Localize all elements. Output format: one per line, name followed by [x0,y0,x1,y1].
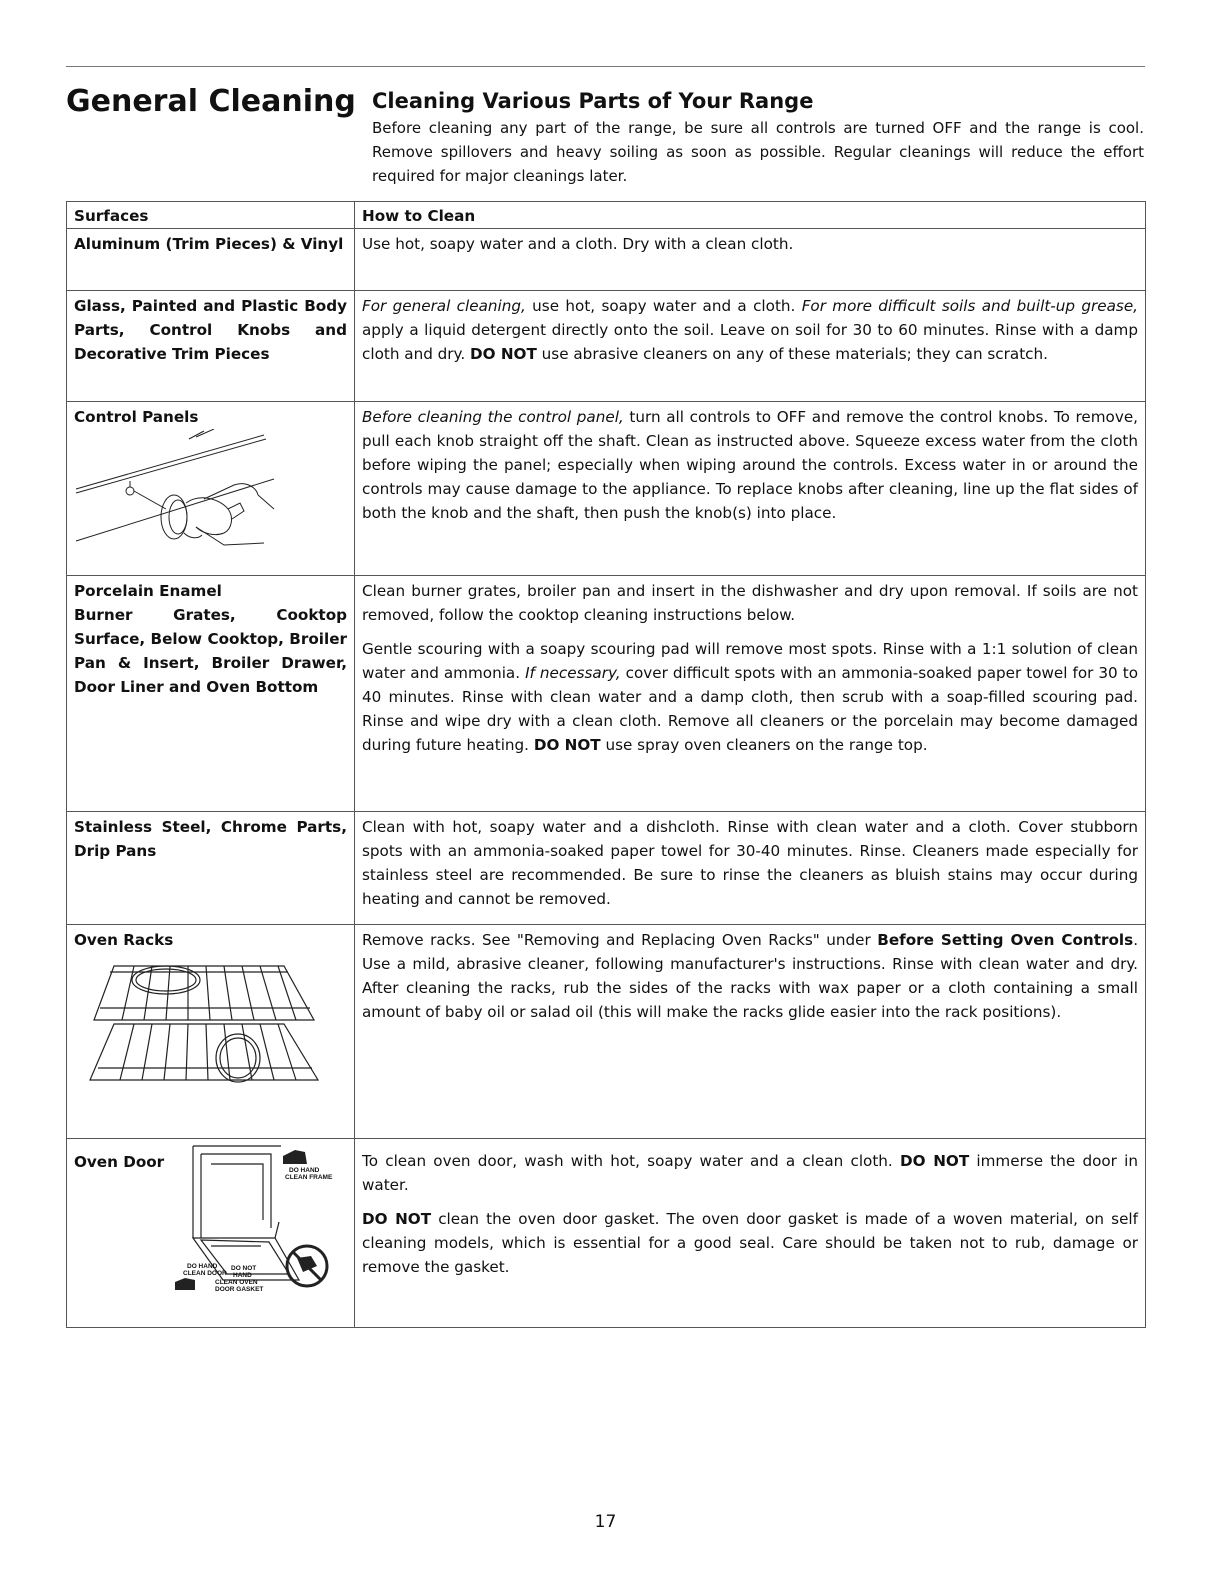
cleaning-table [66,201,1146,1328]
text-span: turn all controls to OFF and remove the control knobs. To remove, pull each knob straight off the shaft. Clean as instructed above. Squeeze excess water from the cloth before wiping the panel; especially when wiping around the controls. Excess water in or around the controls may cause damage to the appliance. To replace knobs after cleaning, line up the flat sides of both the knob and the shaft, then push the knob(s) into place. [362,408,1139,522]
text-bold: DO NOT [470,345,537,363]
surface-label: Aluminum (Trim Pieces) & Vinyl [74,235,344,253]
surface-cell [67,812,355,925]
control-knob-illustration [74,429,284,549]
text-span: use hot, soapy water and a cloth. [525,297,802,315]
section-intro: Before cleaning any part of the range, be sure all controls are turned OFF and the range is cool. Remove spillovers and heavy soiling as soon as possible. Regular cleanings will reduce the effort required for major cleanings later. [372,119,1144,185]
how-to-clean-cell [355,291,1146,402]
section-header [372,88,1152,188]
surface-cell [67,402,355,576]
label-do-not-hand-clean-gasket: HAND [233,1272,252,1279]
text-span: . Use a mild, abrasive cleaner, following manufacturer's instructions. Rinse with clean water and dry. After cleaning the racks, rub the sides of the racks with wax paper or a cloth containing a small amount of baby oil or salad oil (this will make the racks glide easier into the rack positions). [362,931,1139,1021]
header-surfaces: Surfaces [67,202,355,229]
label-do-hand-clean-frame: CLEAN FRAME [285,1174,333,1181]
label-do-not-hand-clean-gasket: CLEAN OVEN [215,1279,258,1286]
surface-cell [67,291,355,402]
cleaning-text [362,928,1138,1024]
text-italic: For general cleaning, [362,297,526,315]
table-row [67,576,1146,812]
cleaning-text [362,1207,1138,1279]
table-row [67,1139,1146,1328]
how-to-clean-cell [355,1139,1146,1328]
cleaning-text: Use hot, soapy water and a cloth. Dry with a clean cloth. [362,235,794,253]
oven-door-illustration [171,1142,341,1292]
cleaning-text: Clean with hot, soapy water and a dishcloth. Rinse with clean water and a cloth. Cover stubborn spots with an ammonia-soaked paper towel for 30-40 minutes. Rinse. Cleaners made especially for stainless steel are recommended. Be sure to rinse the cleaners as bluish stains may occur during heating and cannot be removed. [362,818,1138,908]
table-row [67,925,1146,1139]
text-bold: DO NOT [899,1152,970,1170]
text-span: Remove racks. See "Removing and Replacing Oven Racks" under [362,931,878,949]
label-do-hand-clean-door: CLEAN DOOR [183,1270,227,1277]
surface-cell [67,925,355,1139]
how-to-clean-cell [355,925,1146,1139]
table-row [67,291,1146,402]
oven-racks-illustration [74,956,344,1096]
page-number: 17 [594,1512,617,1532]
cleaning-text: Clean burner grates, broiler pan and insert in the dishwasher and dry upon removal. If soils are not removed, follow the cooktop cleaning instructions below. [362,582,1138,624]
how-to-clean-cell [355,402,1146,576]
table-row [67,229,1146,291]
surface-cell [67,576,355,812]
text-span: apply a liquid detergent directly onto the soil. Leave on soil for 30 to 60 minutes. Rinse with a damp cloth and dry. [362,321,1138,363]
surface-label: Oven Door [74,1153,165,1171]
text-bold: DO NOT [533,736,601,754]
label-do-not-hand-clean-gasket: DOOR GASKET [215,1286,264,1292]
cleaning-text [362,405,1138,525]
text-span: To clean oven door, wash with hot, soapy water and a clean cloth. [362,1152,900,1170]
text-span: use abrasive cleaners on any of these materials; they can scratch. [536,345,1048,363]
cleaning-text [362,294,1138,366]
surface-label: Porcelain Enamel [74,582,222,600]
cleaning-text [362,637,1138,757]
surface-label: Control Panels [74,408,199,426]
text-bold: Before Setting Oven Controls [877,931,1134,949]
text-span: Gentle scouring with a soapy scouring pad will remove most spots. Rinse with a 1:1 solution of clean water and ammonia. [362,640,1138,682]
surface-label: Burner Grates, Cooktop Surface, Below Cooktop, Broiler Pan & Insert, Broiler Drawer, Door Liner and Oven Bottom [74,606,347,696]
surface-label: Stainless Steel, Chrome Parts, Drip Pans [74,818,347,860]
surface-label: Oven Racks [74,931,174,949]
text-span: cover difficult spots with an ammonia-soaked paper towel for 30 to 40 minutes. Rinse with clean water and a damp cloth, then scrub with a soap-filled scouring pad. Rinse and wipe dry with a clean cloth. Remove all cleaners or the porcelain may become damaged during future heating. [362,664,1138,754]
text-italic: If necessary, [525,664,621,682]
table-row [67,812,1146,925]
text-span: use spray oven cleaners on the range top. [600,736,928,754]
text-bold: DO NOT [362,1210,432,1228]
label-do-hand-clean-frame: DO HAND [289,1167,320,1174]
label-do-not-hand-clean-gasket: DO NOT [231,1265,257,1272]
surface-cell [67,1139,355,1328]
text-italic: Before cleaning the control panel, [362,408,624,426]
how-to-clean-cell [355,229,1146,291]
label-do-hand-clean-door: DO HAND [187,1263,218,1270]
text-span: clean the oven door gasket. The oven door gasket is made of a woven material, on self cleaning models, which is essential for a good seal. Care should be taken not to rub, damage or remove the gasket. [362,1210,1138,1276]
how-to-clean-cell [355,812,1146,925]
table-row [67,402,1146,576]
text-italic: For more difficult soils and built-up grease, [801,297,1139,315]
surface-cell [67,229,355,291]
cleaning-text [362,1149,1138,1197]
surface-label: Glass, Painted and Plastic Body Parts, Control Knobs and Decorative Trim Pieces [74,297,347,363]
page-title: General Cleaning [66,84,356,119]
table-header-row [67,202,1146,229]
section-title: Cleaning Various Parts of Your Range [372,89,814,113]
header-how-to-clean: How to Clean [355,202,1146,229]
how-to-clean-cell [355,576,1146,812]
top-rule [66,66,1145,67]
text-span: immerse the door in water. [362,1152,1139,1194]
